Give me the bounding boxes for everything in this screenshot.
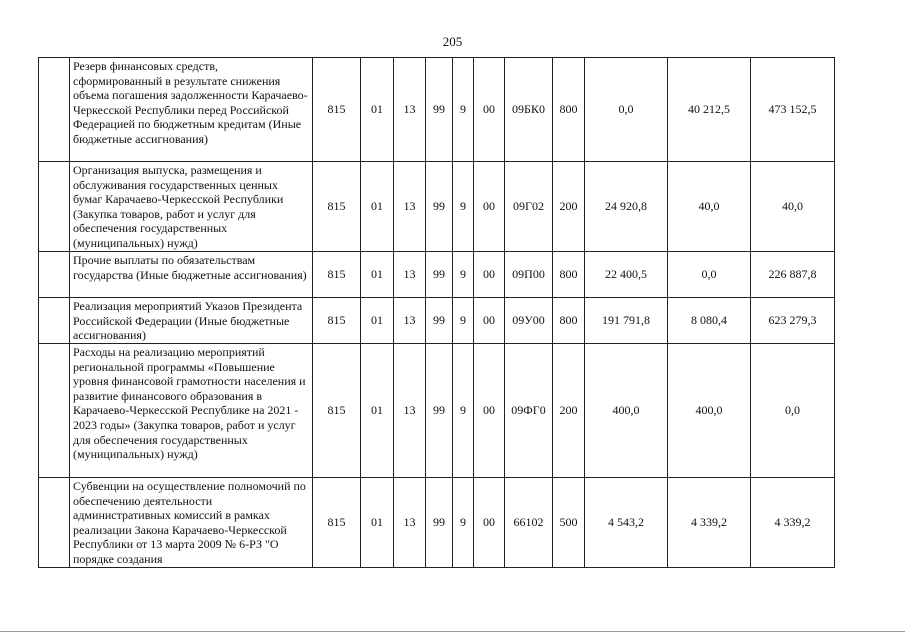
direction-code-cell: 09БК0 (505, 58, 553, 162)
amount-3-cell: 4 339,2 (751, 478, 835, 568)
description-cell: Прочие выплаты по обязательствам государства (Иные бюджетные ассигнования) (70, 252, 313, 298)
event-code-cell: 00 (474, 298, 505, 344)
direction-code-cell: 09П00 (505, 252, 553, 298)
ministry-code-cell: 815 (313, 252, 361, 298)
row-index-cell (39, 162, 70, 252)
ministry-code-cell: 815 (313, 162, 361, 252)
subprogram-code-cell: 9 (453, 162, 474, 252)
program-code-cell: 99 (426, 58, 453, 162)
description-cell: Резерв финансовых средств, сформированный в результате снижения объема погашения задолженности Карачаево-Черкесской Республики перед Российской Федерацией по бюджетным кредитам (Иные бюджетные ассигнования) (70, 58, 313, 162)
amount-1-cell: 4 543,2 (585, 478, 668, 568)
section-code-cell: 01 (361, 478, 394, 568)
ministry-code-cell: 815 (313, 298, 361, 344)
subsection-code-cell: 13 (394, 478, 426, 568)
ministry-code-cell: 815 (313, 344, 361, 478)
amount-1-cell: 22 400,5 (585, 252, 668, 298)
amount-2-cell: 40 212,5 (668, 58, 751, 162)
event-code-cell: 00 (474, 252, 505, 298)
description-cell: Субвенции на осуществление полномочий по обеспечению деятельности административных комиссий в рамках реализации Закона Карачаево-Черкесской Республики от 13 марта 2009 № 6-РЗ "О порядке создания (70, 478, 313, 568)
row-index-cell (39, 478, 70, 568)
amount-1-cell: 24 920,8 (585, 162, 668, 252)
direction-code-cell: 09Г02 (505, 162, 553, 252)
amount-2-cell: 400,0 (668, 344, 751, 478)
section-code-cell: 01 (361, 298, 394, 344)
table-row (39, 252, 835, 298)
subprogram-code-cell: 9 (453, 344, 474, 478)
row-index-cell (39, 58, 70, 162)
subsection-code-cell: 13 (394, 58, 426, 162)
subsection-code-cell: 13 (394, 252, 426, 298)
program-code-cell: 99 (426, 162, 453, 252)
direction-code-cell: 66102 (505, 478, 553, 568)
description-cell: Расходы на реализацию мероприятий региональной программы «Повышение уровня финансовой грамотности населения и развитие финансового образования в Карачаево-Черкесской Республике на 2021 - 2023 годы» (Закупка товаров, работ и услуг для обеспечения государственных (муниципальных) нужд) (70, 344, 313, 478)
row-index-cell (39, 252, 70, 298)
subprogram-code-cell: 9 (453, 478, 474, 568)
amount-2-cell: 4 339,2 (668, 478, 751, 568)
event-code-cell: 00 (474, 478, 505, 568)
expense-type-cell: 200 (553, 344, 585, 478)
expense-type-cell: 800 (553, 58, 585, 162)
event-code-cell: 00 (474, 58, 505, 162)
event-code-cell: 00 (474, 162, 505, 252)
subprogram-code-cell: 9 (453, 58, 474, 162)
table-row (39, 298, 835, 344)
subprogram-code-cell: 9 (453, 298, 474, 344)
section-code-cell: 01 (361, 162, 394, 252)
section-code-cell: 01 (361, 344, 394, 478)
expense-type-cell: 500 (553, 478, 585, 568)
direction-code-cell: 09У00 (505, 298, 553, 344)
amount-3-cell: 226 887,8 (751, 252, 835, 298)
amount-1-cell: 191 791,8 (585, 298, 668, 344)
ministry-code-cell: 815 (313, 58, 361, 162)
amount-1-cell: 400,0 (585, 344, 668, 478)
program-code-cell: 99 (426, 252, 453, 298)
expense-type-cell: 800 (553, 298, 585, 344)
amount-1-cell: 0,0 (585, 58, 668, 162)
row-index-cell (39, 298, 70, 344)
direction-code-cell: 09ФГ0 (505, 344, 553, 478)
page-bottom-divider (0, 631, 905, 632)
amount-2-cell: 40,0 (668, 162, 751, 252)
amount-3-cell: 623 279,3 (751, 298, 835, 344)
expense-type-cell: 800 (553, 252, 585, 298)
amount-3-cell: 473 152,5 (751, 58, 835, 162)
subsection-code-cell: 13 (394, 344, 426, 478)
section-code-cell: 01 (361, 252, 394, 298)
ministry-code-cell: 815 (313, 478, 361, 568)
row-index-cell (39, 344, 70, 478)
event-code-cell: 00 (474, 344, 505, 478)
table-row (39, 162, 835, 252)
description-cell: Организация выпуска, размещения и обслуживания государственных ценных бумаг Карачаево-Черкесской Республики (Закупка товаров, работ и услуг для обеспечения государственных (муниципальных) нужд) (70, 162, 313, 252)
amount-2-cell: 0,0 (668, 252, 751, 298)
section-code-cell: 01 (361, 58, 394, 162)
table-row (39, 344, 835, 478)
budget-table (38, 57, 835, 568)
table-row (39, 58, 835, 162)
program-code-cell: 99 (426, 478, 453, 568)
program-code-cell: 99 (426, 298, 453, 344)
amount-3-cell: 40,0 (751, 162, 835, 252)
amount-3-cell: 0,0 (751, 344, 835, 478)
program-code-cell: 99 (426, 344, 453, 478)
subsection-code-cell: 13 (394, 298, 426, 344)
subprogram-code-cell: 9 (453, 252, 474, 298)
page-number: 205 (442, 34, 463, 49)
description-cell: Реализация мероприятий Указов Президента Российской Федерации (Иные бюджетные ассигнования) (70, 298, 313, 344)
table-row (39, 478, 835, 568)
subsection-code-cell: 13 (394, 162, 426, 252)
amount-2-cell: 8 080,4 (668, 298, 751, 344)
expense-type-cell: 200 (553, 162, 585, 252)
